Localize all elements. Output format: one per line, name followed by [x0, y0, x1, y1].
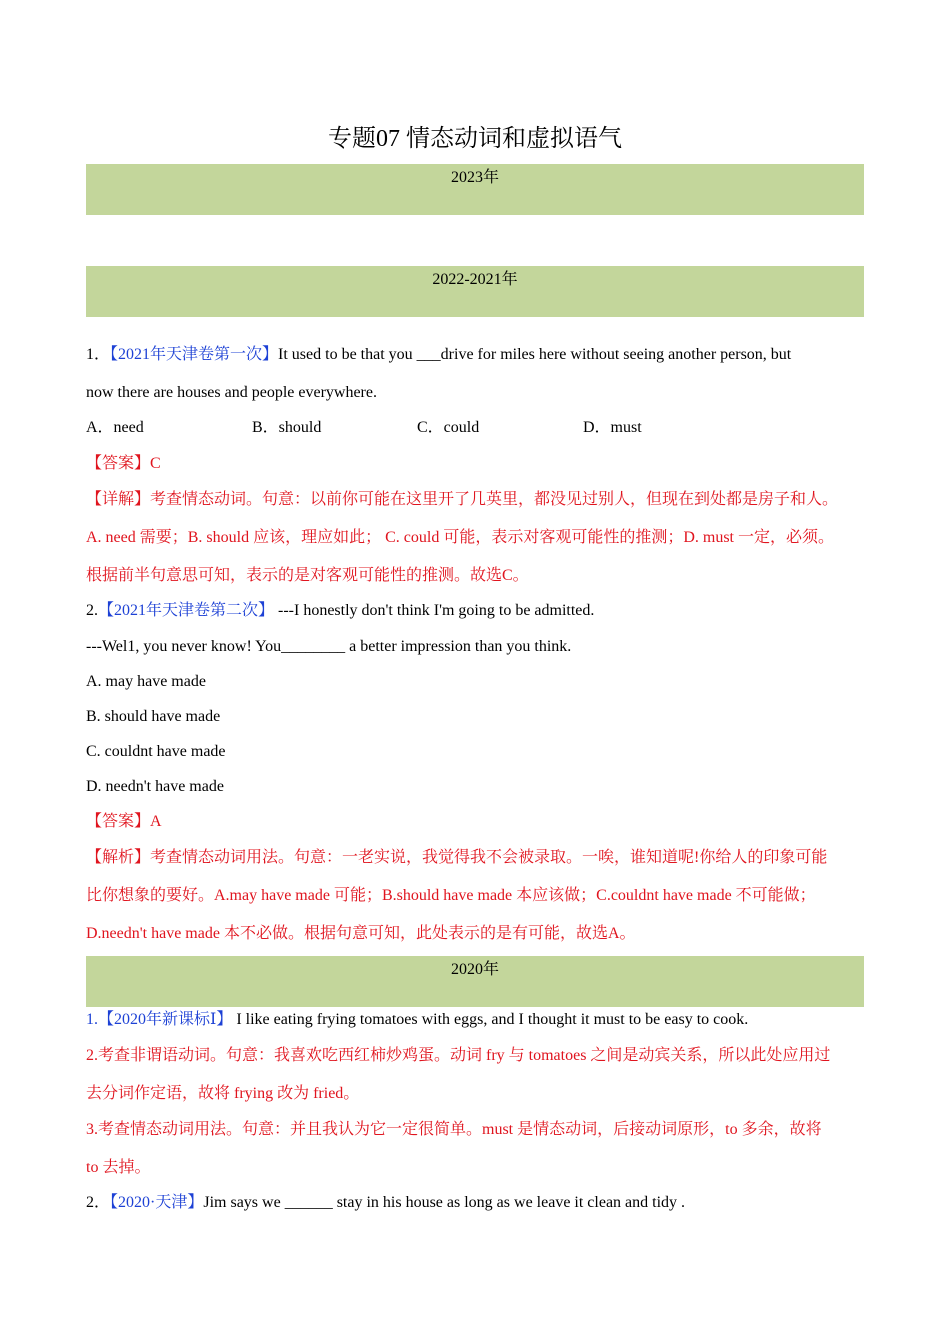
q2-answer: 【答案】A [86, 813, 162, 830]
q1-stem-line2: now there are houses and people everywhere. [86, 384, 377, 401]
q2-option-c: C. couldnt have made [86, 743, 226, 760]
q4-stem-text: Jim says we ______ stay in his house as long as we leave it clean and tidy . [203, 1194, 686, 1211]
q2-stem-line2: ---Wel1, you never know! You________ a better impression than you think. [86, 638, 572, 655]
q3-note2-line2: 去分词作定语，故将 frying 改为 fried。 [86, 1085, 360, 1102]
q4-source-tag: 【2020·天津】 [110, 1194, 204, 1211]
q2-analysis-line1: 【解析】考查情态动词用法。句意：一老实说，我觉得我不会被录取。一唉，谁知道呢!你给人的印象可能 [86, 849, 828, 866]
q1-option-c: C．could [417, 419, 480, 436]
q2-option-b: B. should have made [86, 708, 221, 725]
q1-source-tag: 【2021年天津卷第一次】 [110, 346, 279, 363]
section-header-2023: 2023年 [86, 164, 864, 215]
q1-options [86, 416, 876, 440]
q2-source-tag: 【2021年天津卷第二次】 [98, 602, 275, 619]
q2-analysis-line2: 比你想象的要好。A.may have made 可能；B.should have made 本应该做；C.couldnt have made 不可能做； [86, 887, 816, 904]
q1-number: 1． [86, 346, 111, 363]
q2-stem-line1 [86, 599, 876, 623]
q3-stem-text: I like eating frying tomatoes with eggs, and I thought it must to be easy to cook. [232, 1011, 749, 1028]
q1-detail-line3: 根据前半句意思可知，表示的是对客观可能性的推测。故选C。 [86, 567, 529, 584]
q1-detail-line1: 【详解】考查情态动词。句意：以前你可能在这里开了几英里，都没见过别人，但现在到处都是房子和人。 [86, 491, 839, 508]
q1-option-b: B．should [252, 419, 322, 436]
q4-stem [86, 1191, 876, 1215]
q1-option-a: A．need [86, 419, 144, 436]
q1-detail-line2: A. need 需要；B. should 应该，理应如此； C. could 可能，表示对客观可能性的推测；D. must 一定，必须。 [86, 529, 834, 546]
q3-source-tag: 1.【2020年新课标Ⅰ】 [86, 1011, 233, 1028]
q2-option-a: A. may have made [86, 673, 206, 690]
q3-note3-line1: 3.考查情态动词用法。句意：并且我认为它一定很简单。must 是情态动词，后接动词原形，to 多余，故将 [86, 1121, 822, 1138]
q1-stem-text: It used to be that you ___drive for miles here without seeing another person, but [278, 346, 792, 363]
q1-answer: 【答案】C [86, 455, 161, 472]
q2-stem-text: ---I honestly don't think I'm going to be admitted. [274, 602, 595, 619]
q3-note2-line1: 2.考查非谓语动词。句意：我喜欢吃西红柿炒鸡蛋。动词 fry 与 tomatoes 之间是动宾关系，所以此处应用过 [86, 1047, 831, 1064]
q3-note3-line2: to 去掉。 [86, 1159, 151, 1176]
q3-stem [86, 1008, 876, 1032]
section-header-2022-2021: 2022-2021年 [86, 266, 864, 317]
q2-analysis-line3: D.needn't have made 本不必做。根据句意可知，此处表示的是有可能，故选A。 [86, 925, 636, 942]
q1-option-d: D．must [583, 419, 642, 436]
q1-stem-line1 [86, 343, 876, 367]
page-title: 专题07 情态动词和虚拟语气 [328, 126, 622, 152]
q2-option-d: D. needn't have made [86, 778, 224, 795]
q2-number: 2. [86, 602, 98, 619]
section-header-2020: 2020年 [86, 956, 864, 1007]
q4-number: 2． [86, 1194, 111, 1211]
